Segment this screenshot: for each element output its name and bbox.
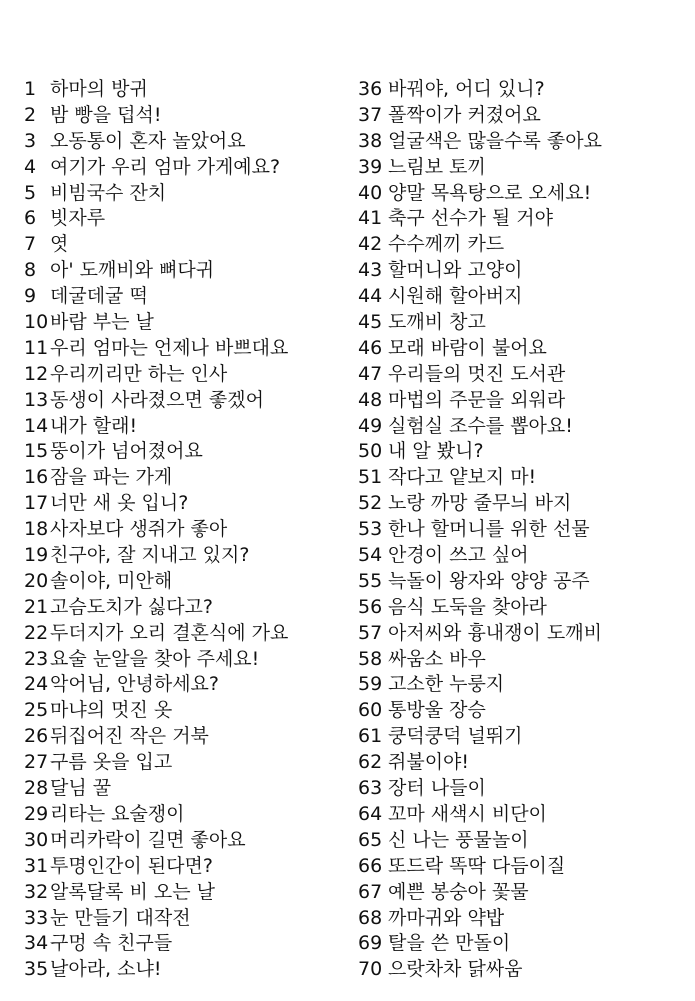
item-number: 19 xyxy=(24,544,49,567)
item-number: 12 xyxy=(24,362,49,385)
book-list-right-column xyxy=(358,77,688,983)
item-title: 우리들의 멋진 도서관 xyxy=(388,362,566,385)
item-number: 55 xyxy=(358,569,383,592)
item-title: 내가 할래! xyxy=(50,414,138,437)
item-number: 28 xyxy=(24,777,49,800)
item-number: 16 xyxy=(24,466,49,489)
list-item xyxy=(24,621,344,647)
item-title: 축구 선수가 될 거야 xyxy=(388,207,553,230)
item-title: 빗자루 xyxy=(50,207,106,230)
list-item xyxy=(24,258,344,284)
item-title: 아저씨와 흉내쟁이 도깨비 xyxy=(388,621,602,644)
item-title: 악어님, 안녕하세요? xyxy=(50,673,219,696)
item-title: 노랑 까망 줄무늬 바지 xyxy=(388,492,572,515)
item-title: 눈 만들기 대작전 xyxy=(50,906,191,929)
item-title: 오동통이 혼자 놀았어요 xyxy=(50,129,246,152)
item-number: 39 xyxy=(358,155,383,178)
list-item xyxy=(24,181,344,207)
list-item xyxy=(24,776,344,802)
item-number: 26 xyxy=(24,725,49,748)
item-title: 싸움소 바우 xyxy=(388,647,486,670)
list-item xyxy=(358,672,688,698)
item-number: 38 xyxy=(358,129,383,152)
list-item xyxy=(24,414,344,440)
item-number: 45 xyxy=(358,311,383,334)
list-item xyxy=(358,880,688,906)
item-number: 57 xyxy=(358,621,383,644)
item-title: 두더지가 오리 결혼식에 가요 xyxy=(50,621,289,644)
list-item xyxy=(358,906,688,932)
list-item xyxy=(358,595,688,621)
item-number: 60 xyxy=(358,699,383,722)
list-item xyxy=(358,439,688,465)
list-item xyxy=(358,155,688,181)
item-title: 아' 도깨비와 뼈다귀 xyxy=(50,259,215,282)
list-item xyxy=(358,776,688,802)
item-title: 쥐불이야! xyxy=(388,751,470,774)
item-title: 내 알 봤니? xyxy=(388,440,484,463)
list-item xyxy=(24,569,344,595)
list-item xyxy=(358,854,688,880)
item-title: 느림보 토끼 xyxy=(388,155,486,178)
item-title: 머리카락이 길면 좋아요 xyxy=(50,828,246,851)
list-item xyxy=(358,957,688,983)
list-item xyxy=(24,284,344,310)
item-number: 10 xyxy=(24,311,49,334)
item-number: 14 xyxy=(24,414,49,437)
item-title: 엿 xyxy=(50,233,69,256)
item-number: 68 xyxy=(358,906,383,929)
item-title: 까마귀와 약밥 xyxy=(388,906,505,929)
list-item xyxy=(358,931,688,957)
item-title: 안경이 쓰고 싶어 xyxy=(388,544,529,567)
item-number: 34 xyxy=(24,932,49,955)
list-item xyxy=(24,906,344,932)
item-title: 양말 목욕탕으로 오세요! xyxy=(388,181,592,204)
item-title: 모래 바람이 불어요 xyxy=(388,336,547,359)
item-number: 43 xyxy=(358,259,383,282)
item-number: 3 xyxy=(24,129,37,152)
item-title: 날아라, 소냐! xyxy=(50,958,162,981)
list-item xyxy=(24,595,344,621)
item-number: 9 xyxy=(24,285,37,308)
item-number: 20 xyxy=(24,569,49,592)
item-title: 탈을 쓴 만돌이 xyxy=(388,932,511,955)
item-number: 56 xyxy=(358,595,383,618)
item-title: 통방울 장승 xyxy=(388,699,486,722)
list-item xyxy=(358,103,688,129)
item-number: 5 xyxy=(24,181,37,204)
list-item xyxy=(24,388,344,414)
item-number: 42 xyxy=(358,233,383,256)
list-item xyxy=(24,439,344,465)
item-title: 도깨비 창고 xyxy=(388,311,486,334)
list-item xyxy=(358,388,688,414)
item-number: 63 xyxy=(358,777,383,800)
list-item xyxy=(358,362,688,388)
item-title: 하마의 방귀 xyxy=(50,78,148,100)
item-number: 48 xyxy=(358,388,383,411)
item-title: 수수께끼 카드 xyxy=(388,233,505,256)
list-item xyxy=(24,957,344,983)
list-item xyxy=(24,336,344,362)
item-number: 61 xyxy=(358,725,383,748)
item-number: 1 xyxy=(24,78,37,100)
item-number: 29 xyxy=(24,802,49,825)
item-number: 21 xyxy=(24,595,49,618)
item-title: 동생이 사라졌으면 좋겠어 xyxy=(50,388,264,411)
list-item xyxy=(358,232,688,258)
item-title: 늑돌이 왕자와 양양 공주 xyxy=(388,569,590,592)
list-item xyxy=(24,155,344,181)
item-title: 잠을 파는 가게 xyxy=(50,466,173,489)
item-title: 바꿔야, 어디 있니? xyxy=(388,78,545,100)
item-title: 달님 꿀 xyxy=(50,777,112,800)
list-item xyxy=(24,103,344,129)
list-item xyxy=(358,543,688,569)
list-item xyxy=(358,77,688,103)
list-item xyxy=(24,931,344,957)
list-item xyxy=(24,517,344,543)
item-number: 64 xyxy=(358,802,383,825)
item-title: 시원해 할아버지 xyxy=(388,285,523,308)
item-title: 뚱이가 넘어졌어요 xyxy=(50,440,203,463)
item-title: 쿵덕쿵덕 널뛰기 xyxy=(388,725,523,748)
item-number: 40 xyxy=(358,181,383,204)
item-number: 27 xyxy=(24,751,49,774)
item-number: 2 xyxy=(24,103,37,126)
list-item xyxy=(24,206,344,232)
item-number: 52 xyxy=(358,492,383,515)
item-number: 53 xyxy=(358,518,383,541)
item-number: 24 xyxy=(24,673,49,696)
item-title: 요술 눈알을 찾아 주세요! xyxy=(50,647,260,670)
list-item xyxy=(358,465,688,491)
list-item xyxy=(358,181,688,207)
item-number: 59 xyxy=(358,673,383,696)
list-item xyxy=(358,828,688,854)
item-number: 18 xyxy=(24,518,49,541)
item-number: 46 xyxy=(358,336,383,359)
list-item xyxy=(358,621,688,647)
list-item xyxy=(24,647,344,673)
list-item xyxy=(358,569,688,595)
item-title: 예쁜 봉숭아 꽃물 xyxy=(388,880,529,903)
item-title: 우리끼리만 하는 인사 xyxy=(50,362,228,385)
item-number: 23 xyxy=(24,647,49,670)
item-title: 친구야, 잘 지내고 있지? xyxy=(50,544,250,567)
item-title: 꼬마 새색시 비단이 xyxy=(388,802,547,825)
list-item xyxy=(358,698,688,724)
list-item xyxy=(358,647,688,673)
list-item xyxy=(24,750,344,776)
item-number: 33 xyxy=(24,906,49,929)
item-number: 8 xyxy=(24,259,37,282)
item-number: 50 xyxy=(358,440,383,463)
item-number: 49 xyxy=(358,414,383,437)
item-number: 32 xyxy=(24,880,49,903)
item-number: 13 xyxy=(24,388,49,411)
list-item xyxy=(24,543,344,569)
list-item xyxy=(24,724,344,750)
item-number: 65 xyxy=(358,828,383,851)
item-title: 마법의 주문을 외워라 xyxy=(388,388,566,411)
list-item xyxy=(24,828,344,854)
item-title: 얼굴색은 많을수록 좋아요 xyxy=(388,129,602,152)
item-number: 67 xyxy=(358,880,383,903)
list-item xyxy=(358,206,688,232)
item-title: 투명인간이 된다면? xyxy=(50,854,213,877)
item-number: 47 xyxy=(358,362,383,385)
item-title: 신 나는 풍물놀이 xyxy=(388,828,529,851)
item-title: 작다고 얕보지 마! xyxy=(388,466,537,489)
item-number: 66 xyxy=(358,854,383,877)
item-number: 11 xyxy=(24,336,49,359)
list-item xyxy=(24,880,344,906)
list-item xyxy=(24,698,344,724)
item-title: 바람 부는 날 xyxy=(50,311,154,334)
item-title: 데굴데굴 떡 xyxy=(50,285,148,308)
list-item xyxy=(24,77,344,103)
item-title: 또드락 똑딱 다듬이질 xyxy=(388,854,566,877)
item-title: 뒤집어진 작은 거북 xyxy=(50,725,209,748)
list-item xyxy=(24,672,344,698)
list-item xyxy=(358,724,688,750)
item-number: 17 xyxy=(24,492,49,515)
item-number: 69 xyxy=(358,932,383,955)
list-item xyxy=(358,517,688,543)
item-title: 음식 도둑을 찾아라 xyxy=(388,595,547,618)
list-item xyxy=(24,310,344,336)
item-number: 54 xyxy=(358,544,383,567)
item-title: 사자보다 생쥐가 좋아 xyxy=(50,518,228,541)
list-item xyxy=(24,491,344,517)
item-title: 실험실 조수를 뽑아요! xyxy=(388,414,573,437)
list-item xyxy=(24,232,344,258)
book-list-left-column xyxy=(24,77,344,983)
item-title: 너만 새 옷 입니? xyxy=(50,492,189,515)
item-title: 솔이야, 미안해 xyxy=(50,569,173,592)
item-title: 구름 옷을 입고 xyxy=(50,751,173,774)
item-number: 37 xyxy=(358,103,383,126)
list-item xyxy=(24,129,344,155)
item-number: 15 xyxy=(24,440,49,463)
list-item xyxy=(24,465,344,491)
item-title: 알록달록 비 오는 날 xyxy=(50,880,215,903)
item-title: 구멍 속 친구들 xyxy=(50,932,173,955)
item-number: 31 xyxy=(24,854,49,877)
list-item xyxy=(358,336,688,362)
item-number: 36 xyxy=(358,78,383,100)
item-title: 고슴도치가 싫다고? xyxy=(50,595,213,618)
list-item xyxy=(358,258,688,284)
item-title: 마냐의 멋진 옷 xyxy=(50,699,173,722)
item-title: 고소한 누룽지 xyxy=(388,673,505,696)
list-item xyxy=(358,284,688,310)
item-number: 6 xyxy=(24,207,37,230)
item-number: 44 xyxy=(358,285,383,308)
item-title: 여기가 우리 엄마 가게예요? xyxy=(50,155,281,178)
list-item xyxy=(358,491,688,517)
item-title: 비빔국수 잔치 xyxy=(50,181,167,204)
item-number: 30 xyxy=(24,828,49,851)
item-title: 할머니와 고양이 xyxy=(388,259,523,282)
item-title: 밤 빵을 덥석! xyxy=(50,103,162,126)
item-number: 35 xyxy=(24,958,49,981)
item-title: 폴짝이가 커졌어요 xyxy=(388,103,541,126)
list-item xyxy=(24,362,344,388)
item-title: 장터 나들이 xyxy=(388,777,486,800)
item-number: 4 xyxy=(24,155,37,178)
item-number: 25 xyxy=(24,699,49,722)
item-title: 한나 할머니를 위한 선물 xyxy=(388,518,590,541)
list-item xyxy=(358,750,688,776)
item-title: 으랏차차 닭싸움 xyxy=(388,958,523,981)
item-number: 58 xyxy=(358,647,383,670)
list-item xyxy=(358,802,688,828)
item-title: 리타는 요술쟁이 xyxy=(50,802,185,825)
item-number: 70 xyxy=(358,958,383,981)
list-item xyxy=(24,802,344,828)
item-title: 우리 엄마는 언제나 바쁘대요 xyxy=(50,336,289,359)
item-number: 22 xyxy=(24,621,49,644)
item-number: 62 xyxy=(358,751,383,774)
list-item xyxy=(358,129,688,155)
item-number: 41 xyxy=(358,207,383,230)
list-item xyxy=(358,414,688,440)
list-item xyxy=(358,310,688,336)
item-number: 7 xyxy=(24,233,37,256)
list-item xyxy=(24,854,344,880)
item-number: 51 xyxy=(358,466,383,489)
